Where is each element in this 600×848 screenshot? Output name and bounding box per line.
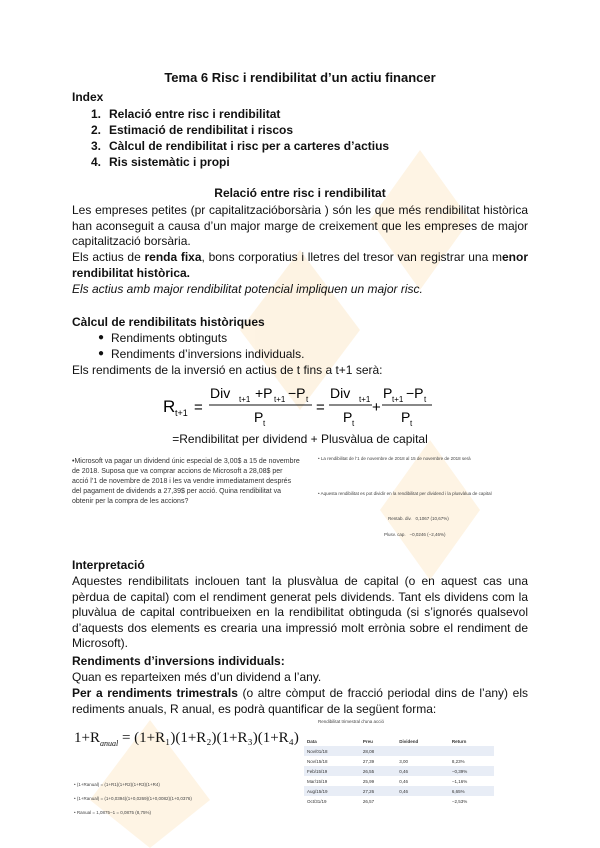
index-list (91, 106, 551, 170)
formula-sub: t (352, 419, 355, 428)
paragraph-rendiments: Els rendiments de la inversió en actius de t fins a t+1 serà: (72, 363, 383, 377)
table-row: Feb/15/19 26,55 0,46 −0,39% (304, 766, 494, 776)
bullet-list (91, 330, 491, 362)
index-heading: Index (72, 90, 104, 104)
formula-sub: t+1 (359, 395, 371, 404)
formula-sub: t+1 (274, 395, 286, 404)
example-right-line2: • Aquesta rendibilitat es pot dividir en la rendibilitat per dividend i la plusvàlua de capital (318, 491, 492, 496)
formula-p: P (383, 385, 393, 401)
table-row: Mar/15/19 25,99 0,46 −1,16% (307, 778, 468, 784)
formula-minus: −P (406, 385, 424, 401)
index-item: 2. Estimació de rendibilitat i riscos (91, 123, 294, 137)
table-header-row: Data Preu Dividend Return (304, 736, 494, 746)
formula-eq: = (316, 399, 325, 416)
bullet-icon: ● (97, 348, 105, 359)
return-formula (160, 384, 450, 428)
formula-plus: +P (255, 385, 273, 401)
table-row: Nov/01/18 28,08 (304, 746, 494, 756)
bullet-icon: ● (97, 332, 105, 343)
paragraph-renda-fixa: Els actius de renda fixa, bons corporatius i lletres del tresor van registrar una menor rendibilitat històrica. (72, 250, 528, 280)
example-calc-div: Rentab. div. 0,1067 (10,67%) (388, 516, 449, 521)
table-row: Nov/15/18 27,39 3,00 8,23% (307, 758, 465, 764)
section-heading-risc: Relació entre risc i rendibilitat (214, 186, 386, 200)
formula-plus: + (372, 399, 381, 416)
formula-den: P (401, 409, 411, 425)
paragraph-trimestrals: Per a rendiments trimestrals (o altre còmput de fracció periodal dins de l’any) els rediments anuals, R anual, es podrà quantificar de la següent forma: (72, 686, 528, 716)
section-heading-inversions: Rendiments d’inversions individuals: (72, 654, 285, 668)
list-item: ● Rendiments obtinguts (91, 330, 491, 346)
formula-sub: t+1 (239, 395, 251, 404)
section-heading-interpretacio: Interpretació (72, 558, 145, 572)
formula-lhs-sub: t+1 (175, 408, 188, 418)
index-item: 1. Relació entre risc i rendibilitat (91, 107, 281, 121)
example-right-line1: • La rendibilitat de l’1 de novembre de 2018 al 15 de novembre de 2018 serà (318, 456, 471, 461)
table-row: Oct/31/19 26,57 −2,53% (307, 798, 468, 804)
annual-formula: $1+R_{anual} = (1+R_1)(1+R_2)(1+R_3)(1+R_4)$ (74, 730, 299, 748)
formula-den: P (254, 409, 264, 425)
example-calc-plusv: Plusv. cap. −0,0246 (−2,46%) (384, 532, 446, 537)
formula-div: Div (210, 385, 231, 401)
list-item: ● Rendiments d’inversions individuals. (91, 346, 491, 362)
formula-sub: t (410, 419, 413, 428)
index-item: 3. Càlcul de rendibilitat i risc per a carteres d’actius (91, 139, 390, 153)
formula-minus: −P (288, 385, 306, 401)
formula-den: P (343, 409, 353, 425)
paragraph-interpretacio: Aquestes rendibilitats inclouen tant la plusvàlua de capital (o en aquest cas una pèrdua de capital) com el rendiment generat pels dividends. Tant els dividens com la pluvàlua de capital contribueixen en la rendibilitat obtinguda (si s’ignorés qualsevol d’aquests dos elements es crearia una impressió molt errònia sobre el rendiment de Microsoft). (72, 574, 528, 650)
formula-div: Div (330, 385, 351, 401)
index-item: 4. Ris sistemàtic i propi (91, 155, 230, 169)
formula-caption: =Rendibilitat per dividend + Plusvàlua de capital (172, 432, 428, 446)
table-caption: Rendibilitat trimestral d’una acció (318, 719, 385, 724)
annual-note-1: • (1+Ranual) = (1+R1)(1+R2)(1+R3)(1+R4) (74, 782, 160, 787)
paragraph-empreses: Les empreses petites (pr capitalitzacióborsària ) són les que més rendibilitat històrica han aconseguit a causa d’un major marge de creixement que les empreses de major capitalització borsària. (72, 203, 528, 248)
section-heading-calcul: Càlcul de rendibilitats històriques (72, 315, 265, 329)
formula-eq: = (194, 399, 203, 416)
annual-note-2: • (1+Ranual) = (1+0,0394)(1+0,0269)(1+0,0082)(1+0,0376) (74, 796, 192, 801)
returns-table (304, 736, 494, 806)
formula-sub: t (424, 395, 427, 404)
page-title: Tema 6 Risc i rendibilitat d’un actiu financer (164, 70, 436, 85)
formula-lhs: R (163, 397, 176, 416)
formula-sub: t+1 (392, 395, 404, 404)
paragraph-major-risc: Els actius amb major rendibilitat potencial impliquen un major risc. (72, 282, 423, 296)
formula-sub: t (263, 419, 266, 428)
formula-sub: t (306, 395, 309, 404)
paragraph-dividends: Quan es reparteixen més d’un dividend a l’any. (72, 670, 322, 684)
annual-note-3: • Ranual = 1,0875−1 = 0,0875 (8,75%) (74, 810, 152, 815)
table-row: Aug/15/19 27,26 0,46 6,65% (304, 786, 494, 796)
example-question-text: •Microsoft va pagar un dividend únic especial de 3,00$ a 15 de novembre de 2018. Suposa que va comprar accions de Microsoft a 28,08$ per acció l’1 de novembre de 2018 i les va vendre immediatament després del pagament de dividends a 27,39$ per acció. Quina rendibilitat va obtenir per la compra de les accions? (72, 458, 300, 505)
